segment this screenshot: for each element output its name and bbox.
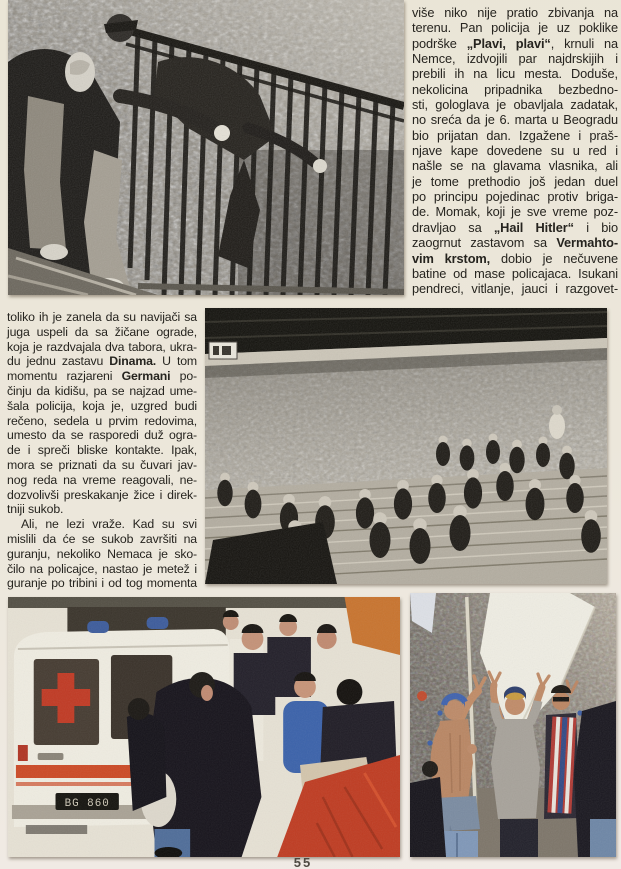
text-line <box>7 473 197 488</box>
photo-riot-fence <box>8 0 404 295</box>
body-text: više niko nije pratio zbivanja na <box>412 5 618 20</box>
body-text: i bio <box>573 219 618 235</box>
text-line <box>7 369 197 384</box>
text-line <box>412 82 618 97</box>
text-line <box>7 547 197 562</box>
text-line <box>412 20 618 35</box>
bold-text: Germani <box>121 369 171 384</box>
body-text: zaogrnut zastavom sa <box>412 235 557 251</box>
text-line <box>7 340 197 355</box>
article-column-left <box>7 310 197 591</box>
body-text: guranje po tribini i od tog momenta <box>7 576 197 591</box>
terraces-illustration <box>205 308 607 584</box>
page-number: 55 <box>293 855 313 869</box>
text-line <box>7 354 197 369</box>
body-text: de. Momak, koji je sve vreme poz- <box>412 204 618 220</box>
text-line <box>412 5 618 20</box>
photo-flag <box>410 593 616 857</box>
text-line <box>7 532 197 547</box>
text-line <box>412 158 618 173</box>
body-text: dravljao sa <box>412 219 494 235</box>
body-text: po principu pojedinac protiv briga- <box>412 189 618 205</box>
text-line <box>412 235 618 250</box>
body-text: guranju, nekoliko Nemaca je sko- <box>7 546 197 561</box>
body-text: toliko ih je zanela da su navijači sa <box>7 310 197 324</box>
body-text: batine od mase policajaca. Isukani <box>412 265 618 281</box>
body-text: podrške <box>412 35 467 51</box>
bold-text: „Hail Hitler“ <box>493 219 574 235</box>
body-text: po- <box>170 369 197 384</box>
body-text: du jednu zastavu <box>7 354 110 369</box>
text-line <box>412 128 618 143</box>
svg-text:BG 860: BG 860 <box>64 797 110 811</box>
text-line <box>7 562 197 577</box>
body-text: šala policija, koja je, uzgred budi <box>7 398 197 413</box>
text-line <box>412 204 618 219</box>
body-text: terenu. Pan policija je uz poklike <box>412 20 618 36</box>
article-column-right <box>412 5 618 297</box>
text-line <box>412 174 618 189</box>
text-line <box>412 66 618 81</box>
text-line <box>7 517 197 532</box>
body-text: čilo na policajce, nastao je metež i <box>7 561 197 576</box>
body-text: je tome prethodio još jedan duel <box>412 173 618 189</box>
body-text: nekolicina pripadnika bezbedno- <box>412 81 618 97</box>
body-text: bio prijatan dan. Izgažene i praš- <box>412 127 618 143</box>
body-text: de i spreči bliske kontakte. Ipak, <box>7 443 197 458</box>
text-line <box>412 220 618 235</box>
text-line <box>412 281 618 296</box>
text-line <box>412 36 618 51</box>
ambulance-illustration <box>8 597 400 857</box>
text-line <box>7 443 197 458</box>
text-line <box>7 384 197 399</box>
bold-text: Dinama. <box>109 354 157 369</box>
body-text: njave kape dovedene su u red i <box>412 143 618 159</box>
body-text: no sreća da je 6. marta u Beogradu <box>412 112 618 128</box>
body-text: juga uspeli da sa žičane ograde, <box>7 324 197 339</box>
body-text: rečeno, sedela u prvim redovima, <box>7 413 197 428</box>
photo-terraces <box>205 308 607 584</box>
text-line <box>7 458 197 473</box>
text-line <box>7 488 197 503</box>
text-line <box>7 414 197 429</box>
text-line <box>412 51 618 66</box>
text-line <box>412 266 618 281</box>
body-text: našle se na glavama vlasnika, ali <box>412 158 618 174</box>
body-text: , krnuli na <box>550 35 618 51</box>
text-line <box>7 576 197 591</box>
body-text: nog reda na vreme reagovali, ne- <box>7 472 197 487</box>
text-line <box>412 189 618 204</box>
text-line <box>412 143 618 158</box>
text-line <box>412 112 618 127</box>
body-text: dozvolivši preskakanje žice i direk- <box>7 487 197 502</box>
text-line <box>412 251 618 266</box>
text-line <box>412 97 618 112</box>
body-text: činju da kidišu, pa se najzad ume- <box>7 383 197 398</box>
text-line <box>7 428 197 443</box>
body-text: momentu razjareni <box>7 369 122 384</box>
riot-fence-illustration <box>8 0 404 295</box>
body-text: prebili ih na licu mesta. Doduše, <box>412 66 618 82</box>
bold-text: Vermahto- <box>556 235 618 251</box>
body-text: tniji sukob. <box>7 502 64 517</box>
text-line <box>7 399 197 414</box>
text-line <box>7 310 197 325</box>
body-text: sti, gologlava je obavljala zadatak, <box>412 97 618 113</box>
text-line <box>7 325 197 340</box>
body-text: Nemce, izdvojili par najdrskijih i <box>412 51 618 67</box>
flag-illustration <box>410 593 616 857</box>
body-text: umesto da se rasporedi duž ogra- <box>7 428 197 443</box>
body-text: mora se priznati da su čuvari jav- <box>7 457 197 472</box>
body-text: mislili da će se sukob završiti na <box>7 531 197 546</box>
body-text: dobio je nečuvene <box>490 250 618 266</box>
body-text: Ali, ne lezi vraže. Kad su svi <box>21 517 197 532</box>
photo-ambulance <box>8 597 400 857</box>
body-text: pendreci, vitlanje, jauci i razgovet- <box>412 281 618 297</box>
text-line <box>7 502 197 517</box>
bold-text: „Plavi, plavi“ <box>466 35 551 51</box>
body-text: U tom <box>156 354 197 369</box>
bold-text: vim krstom, <box>412 250 491 266</box>
body-text: koja je razdvajala dva tabora, ukra- <box>7 339 197 354</box>
